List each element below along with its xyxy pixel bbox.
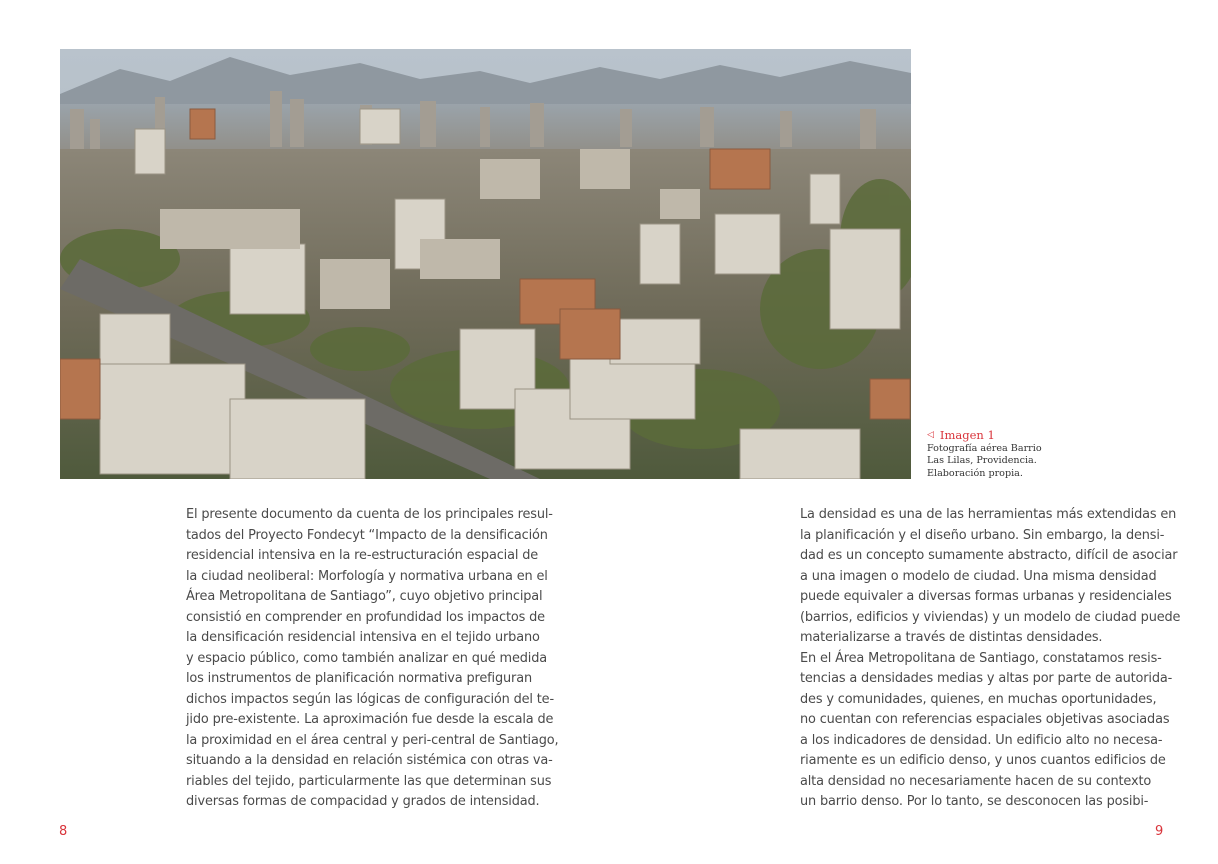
text-line: a los indicadores de densidad. Un edificio alto no necesa-	[800, 732, 1163, 748]
text-line: un barrio denso. Por lo tanto, se desconocen las posibi-	[800, 794, 1149, 809]
page-number-left: 8	[59, 824, 68, 839]
text-line: diversas formas de compacidad y grados de intensidad.	[186, 794, 540, 809]
text-line: situando a la densidad en relación sistémica con otras va-	[186, 753, 553, 768]
text-line: Área Metropolitana de Santiago”, cuyo objetivo principal	[186, 589, 543, 604]
text-line: la proximidad en el área central y peri-central de Santiago,	[186, 732, 559, 748]
text-line: la planificación y el diseño urbano. Sin embargo, la densi-	[800, 527, 1165, 543]
right-column-paragraph	[800, 505, 1181, 813]
text-line: El presente documento da cuenta de los principales resul-	[186, 507, 553, 522]
caption-line: Fotografía aérea Barrio	[927, 443, 1042, 454]
text-line: a una imagen o modelo de ciudad. Una misma densidad	[800, 568, 1157, 584]
text-line: la ciudad neoliberal: Morfología y normativa urbana en el	[186, 568, 548, 584]
aerial-photo-illustration	[60, 49, 911, 479]
text-line: residencial intensiva en la re-estructuración espacial de	[186, 548, 539, 563]
text-line: riamente es un edificio denso, y unos cuantos edificios de	[800, 753, 1166, 768]
text-line: y espacio público, como también analizar en qué medida	[186, 650, 547, 666]
text-line: puede equivaler a diversas formas urbanas y residenciales	[800, 589, 1172, 604]
text-line: materializarse a través de distintas densidades.	[800, 630, 1103, 645]
text-line: dad es un concepto sumamente abstracto, difícil de asociar	[800, 548, 1178, 563]
text-line: tencias a densidades medias y altas por parte de autorida-	[800, 671, 1173, 686]
caption-title	[927, 428, 1067, 442]
text-line: la densificación residencial intensiva en el tejido urbano	[186, 630, 540, 645]
image-caption	[927, 428, 1067, 480]
text-line: los instrumentos de planificación normativa prefiguran	[186, 671, 532, 686]
text-line: alta densidad no necesariamente hacen de su contexto	[800, 773, 1152, 789]
text-line: no cuentan con referencias espaciales objetivas asociadas	[800, 712, 1170, 727]
text-line: dichos impactos según las lógicas de configuración del te-	[186, 691, 554, 707]
left-column-paragraph	[186, 505, 559, 813]
text-line: consistió en comprender en profundidad los impactos de	[186, 609, 545, 625]
text-line: tados del Proyecto Fondecyt “Impacto de la densificación	[186, 527, 548, 543]
caption-line: Las Lilas, Providencia.	[927, 455, 1037, 467]
caption-title-text: Imagen 1	[939, 428, 995, 442]
aerial-photo	[60, 49, 911, 479]
text-line: En el Área Metropolitana de Santiago, constatamos resis-	[800, 650, 1162, 666]
caption-line: Elaboración propia.	[927, 467, 1023, 479]
text-line: jido pre-existente. La aproximación fue desde la escala de	[186, 712, 554, 727]
text-line: riables del tejido, particularmente las que determinan sus	[186, 773, 552, 789]
triangle-left-icon: ◁	[927, 430, 934, 440]
text-line: (barrios, edificios y viviendas) y un modelo de ciudad puede	[800, 609, 1181, 625]
text-line: des y comunidades, quienes, en muchas oportunidades,	[800, 691, 1157, 707]
text-line: La densidad es una de las herramientas más extendidas en	[800, 507, 1177, 522]
page-number-right: 9	[1155, 824, 1164, 839]
